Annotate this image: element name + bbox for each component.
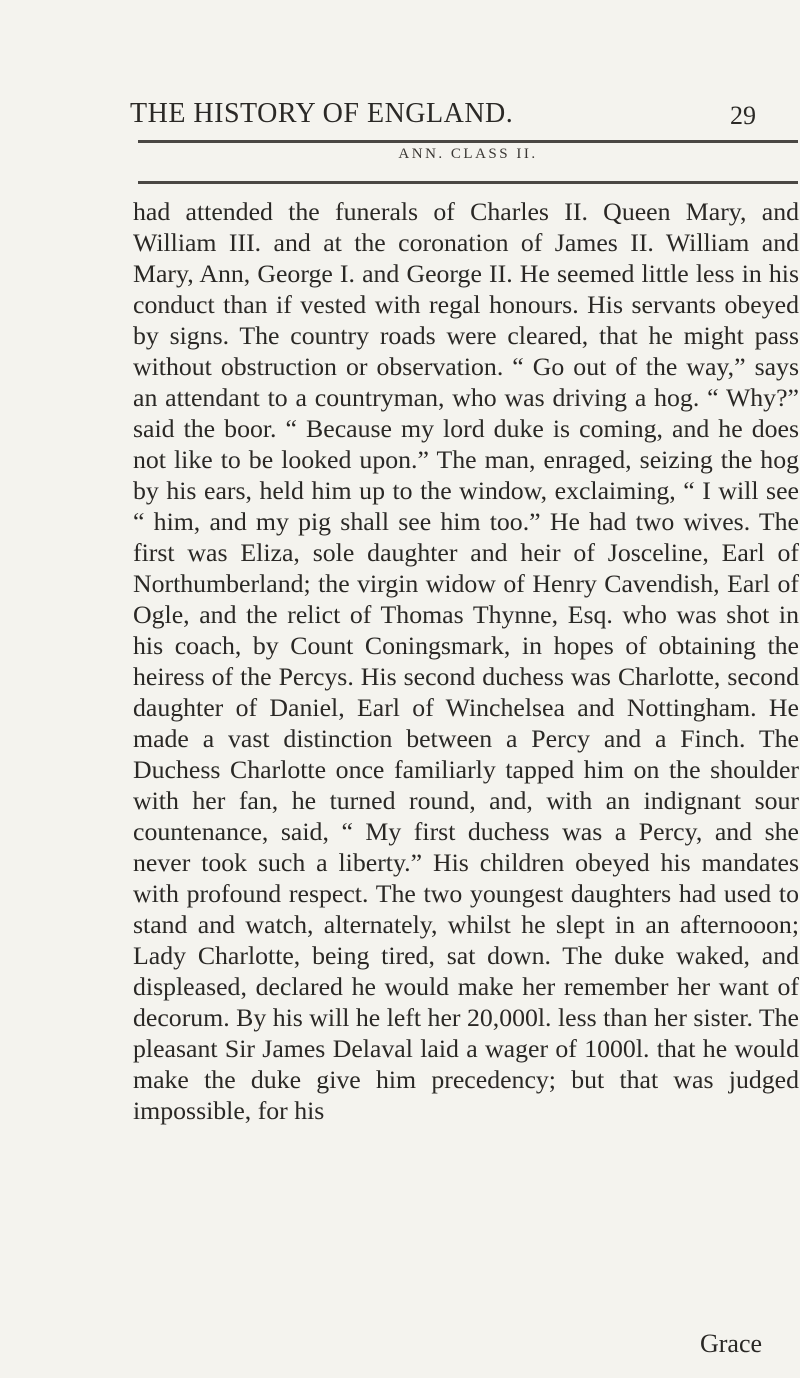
body-paragraph: had attended the funerals of Charles II. Queen Mary, and William III. and at the coronation of James II. William and Mary, Ann, George I. and George II. He seemed little less in his conduct than if vested with regal honours. His servants obeyed by signs. The country roads were cleared, that he might pass without obstruction or observation. “ Go out of the way,” says an attendant to a countryman, who was driving a hog. “ Why?” said the boor. “ Because my lord duke is coming, and he does not like to be looked upon.” The man, enraged, seizing the hog by his ears, held him up to the window, exclaiming, “ I will see “ him, and my pig shall see him too.” He had two wives. The first was Eliza, sole daughter and heir of Josceline, Earl of Northumberland; the virgin widow of Henry Cavendish, Earl of Ogle, and the relict of Thomas Thynne, Esq. who was shot in his coach, by Count Coningsmark, in hopes of obtaining the heiress of the Percys. His second duchess was Charlotte, second daughter of Daniel, Earl of Winchelsea and Nottingham. He made a vast distinction between a Percy and a Finch. The Duchess Charlotte once familiarly tapped him on the shoulder with her fan, he turned round, and, with an indignant sour countenance, said, “ My first duchess was a Percy, and she never took such a liberty.” His children obeyed his mandates with profound respect. The two youngest daughters had used to stand and watch, alternately, whilst he slept in an afternooon; Lady Charlotte, being tired, sat down. The duke waked, and displeased, declared he would make her remember her want of decorum. By his will he left her 20,000l. less than her sister. The pleasant Sir James Delaval laid a wager of 1000l. that he would make the duke give him precedency; but that was judged impossible, for his bbox=[133, 197, 799, 1125]
page-number: 29 bbox=[730, 101, 756, 130]
header-rule-bottom bbox=[138, 181, 798, 184]
section-label: ANN. CLASS II. bbox=[398, 146, 538, 162]
running-head-title: THE HISTORY OF ENGLAND. bbox=[130, 98, 514, 129]
header-rule-top bbox=[138, 140, 798, 143]
body-text bbox=[133, 196, 799, 1126]
catchword: Grace bbox=[700, 1329, 763, 1358]
